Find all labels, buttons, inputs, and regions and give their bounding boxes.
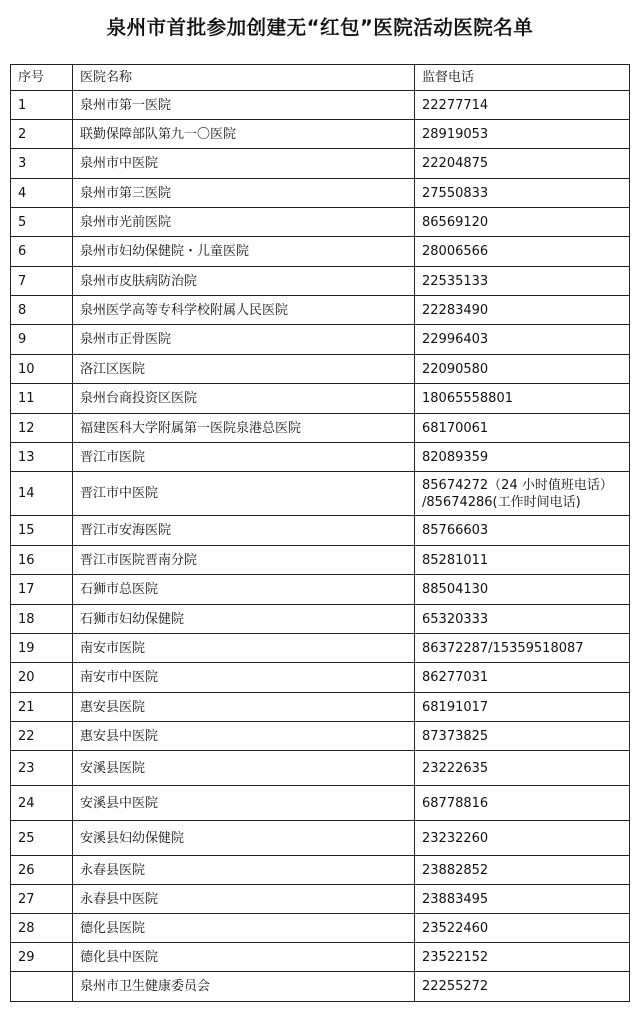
table-row	[11, 443, 630, 472]
phone-number: 85674272（24 小时值班电话）	[422, 477, 613, 493]
table-row	[11, 91, 630, 120]
table-row	[11, 634, 630, 663]
table-row	[11, 384, 630, 414]
row-number-cell: 26	[11, 856, 73, 885]
table-row	[11, 943, 630, 972]
phone-cell	[415, 149, 630, 179]
table-row	[11, 414, 630, 443]
hospital-name-cell: 南安市医院	[73, 634, 415, 663]
row-number-cell: 22	[11, 722, 73, 751]
hospital-name-cell: 安溪县中医院	[73, 786, 415, 821]
hospital-name-cell: 安溪县妇幼保健院	[73, 821, 415, 856]
phone-cell	[415, 384, 630, 414]
hospital-name-cell: 晋江市安海医院	[73, 516, 415, 546]
table-row	[11, 856, 630, 885]
row-number-cell: 12	[11, 414, 73, 443]
hospital-name-cell: 泉州市光前医院	[73, 208, 415, 237]
phone-cell	[415, 634, 630, 663]
phone-cell	[415, 786, 630, 821]
row-number-cell: 29	[11, 943, 73, 972]
row-number-cell: 9	[11, 325, 73, 355]
phone-number: /85674286(工作时间电话)	[422, 494, 581, 510]
table-row	[11, 885, 630, 914]
header-cell-hospital-name: 医院名称	[73, 65, 415, 91]
table-row	[11, 296, 630, 325]
table-row	[11, 693, 630, 722]
hospital-name-cell: 泉州市妇幼保健院・儿童医院	[73, 237, 415, 267]
table-row	[11, 472, 630, 516]
table-row	[11, 722, 630, 751]
table-row	[11, 914, 630, 943]
phone-cell	[415, 325, 630, 355]
phone-number: 22535133	[422, 273, 489, 289]
row-number-cell: 4	[11, 179, 73, 208]
phone-cell	[415, 943, 630, 972]
hospital-name-cell: 石狮市总医院	[73, 575, 415, 605]
phone-cell	[415, 91, 630, 120]
phone-number: 86569120	[422, 214, 489, 230]
hospital-name-cell: 泉州市皮肤病防治院	[73, 267, 415, 296]
phone-number: 28006566	[422, 244, 489, 259]
phone-number: 18065558801	[422, 391, 513, 406]
row-number-cell: 13	[11, 443, 73, 472]
row-number-cell: 5	[11, 208, 73, 237]
table-header-row	[11, 65, 630, 91]
phone-number: 86277031	[422, 670, 489, 685]
hospital-name-cell: 德化县医院	[73, 914, 415, 943]
phone-cell	[415, 751, 630, 786]
phone-cell	[415, 296, 630, 325]
phone-number: 68778816	[422, 795, 489, 811]
row-number-cell: 17	[11, 575, 73, 605]
row-number-cell: 28	[11, 914, 73, 943]
table-row	[11, 786, 630, 821]
phone-cell	[415, 443, 630, 472]
phone-number: 22277714	[422, 97, 489, 113]
header-cell-number: 序号	[11, 65, 73, 91]
hospital-table-body	[11, 65, 630, 1002]
row-number-cell: 8	[11, 296, 73, 325]
hospital-name-cell: 泉州医学高等专科学校附属人民医院	[73, 296, 415, 325]
table-row	[11, 267, 630, 296]
table-row	[11, 663, 630, 693]
phone-number: 22204875	[422, 156, 489, 171]
phone-cell	[415, 472, 630, 516]
header-cell-phone: 监督电话	[415, 65, 630, 91]
row-number-cell: 14	[11, 472, 73, 516]
hospital-name-cell: 安溪县医院	[73, 751, 415, 786]
hospital-name-cell: 泉州市中医院	[73, 149, 415, 179]
phone-cell	[415, 516, 630, 546]
phone-number: 22283490	[422, 302, 489, 318]
row-number-cell: 6	[11, 237, 73, 267]
table-row	[11, 546, 630, 575]
row-number-cell: 1	[11, 91, 73, 120]
phone-cell	[415, 575, 630, 605]
phone-number: 22255272	[422, 979, 489, 994]
phone-number: 23882852	[422, 862, 489, 878]
row-number-cell: 20	[11, 663, 73, 693]
hospital-name-cell: 泉州市第三医院	[73, 179, 415, 208]
row-number-cell: 3	[11, 149, 73, 179]
phone-cell	[415, 605, 630, 634]
table-row	[11, 516, 630, 546]
row-number-cell: 27	[11, 885, 73, 914]
phone-number: 23522152	[422, 949, 489, 965]
phone-cell	[415, 885, 630, 914]
hospital-name-cell: 德化县中医院	[73, 943, 415, 972]
phone-number: 87373825	[422, 728, 489, 744]
table-row	[11, 120, 630, 149]
phone-number: 28919053	[422, 126, 489, 142]
hospital-name-cell: 洛江区医院	[73, 355, 415, 384]
phone-number: 23222635	[422, 760, 489, 776]
phone-number: 23883495	[422, 891, 489, 907]
phone-cell	[415, 414, 630, 443]
phone-number: 88504130	[422, 582, 489, 597]
table-row	[11, 821, 630, 856]
row-number-cell: 11	[11, 384, 73, 414]
table-row	[11, 751, 630, 786]
table-row	[11, 179, 630, 208]
phone-number: 85766603	[422, 523, 489, 538]
phone-cell	[415, 120, 630, 149]
hospital-name-cell: 泉州台商投资区医院	[73, 384, 415, 414]
hospital-name-cell: 惠安县中医院	[73, 722, 415, 751]
phone-cell	[415, 722, 630, 751]
phone-cell	[415, 914, 630, 943]
hospital-name-cell: 联勤保障部队第九一〇医院	[73, 120, 415, 149]
table-row	[11, 575, 630, 605]
row-number-cell: 2	[11, 120, 73, 149]
row-number-cell: 21	[11, 693, 73, 722]
phone-number: 82089359	[422, 449, 489, 465]
phone-cell	[415, 693, 630, 722]
row-number-cell	[11, 972, 73, 1002]
phone-cell	[415, 208, 630, 237]
phone-number: 65320333	[422, 611, 489, 627]
table-row	[11, 972, 630, 1002]
phone-cell	[415, 267, 630, 296]
hospital-name-cell: 南安市中医院	[73, 663, 415, 693]
table-row	[11, 208, 630, 237]
phone-number: 22090580	[422, 361, 489, 377]
hospital-name-cell: 福建医科大学附属第一医院泉港总医院	[73, 414, 415, 443]
phone-cell	[415, 237, 630, 267]
row-number-cell: 16	[11, 546, 73, 575]
hospital-name-cell: 泉州市正骨医院	[73, 325, 415, 355]
phone-cell	[415, 821, 630, 856]
hospital-name-cell: 泉州市卫生健康委员会	[73, 972, 415, 1002]
row-number-cell: 15	[11, 516, 73, 546]
row-number-cell: 24	[11, 786, 73, 821]
hospital-name-cell: 晋江市医院	[73, 443, 415, 472]
phone-number: 23522460	[422, 920, 489, 936]
table-row	[11, 355, 630, 384]
table-row	[11, 605, 630, 634]
phone-number: 68191017	[422, 699, 489, 715]
phone-cell	[415, 546, 630, 575]
document-title: 泉州市首批参加创建无“红包”医院活动医院名单	[106, 16, 534, 39]
row-number-cell: 25	[11, 821, 73, 856]
row-number-cell: 7	[11, 267, 73, 296]
phone-number: 22996403	[422, 332, 489, 347]
phone-cell	[415, 179, 630, 208]
table-row	[11, 325, 630, 355]
row-number-cell: 10	[11, 355, 73, 384]
phone-cell	[415, 355, 630, 384]
hospital-name-cell: 惠安县医院	[73, 693, 415, 722]
phone-number: 86372287/15359518087	[422, 640, 584, 656]
row-number-cell: 18	[11, 605, 73, 634]
hospital-name-cell: 晋江市医院晋南分院	[73, 546, 415, 575]
phone-number: 27550833	[422, 185, 489, 201]
hospital-name-cell: 晋江市中医院	[73, 472, 415, 516]
phone-cell	[415, 972, 630, 1002]
hospital-name-cell: 石狮市妇幼保健院	[73, 605, 415, 634]
hospital-name-cell: 永春县医院	[73, 856, 415, 885]
table-row	[11, 237, 630, 267]
hospital-name-cell: 泉州市第一医院	[73, 91, 415, 120]
phone-cell	[415, 856, 630, 885]
table-row	[11, 149, 630, 179]
row-number-cell: 19	[11, 634, 73, 663]
row-number-cell: 23	[11, 751, 73, 786]
phone-number: 85281011	[422, 552, 489, 568]
phone-number: 68170061	[422, 420, 489, 436]
hospital-table	[10, 64, 630, 1002]
phone-number: 23232260	[422, 830, 489, 846]
hospital-name-cell: 永春县中医院	[73, 885, 415, 914]
phone-cell	[415, 663, 630, 693]
